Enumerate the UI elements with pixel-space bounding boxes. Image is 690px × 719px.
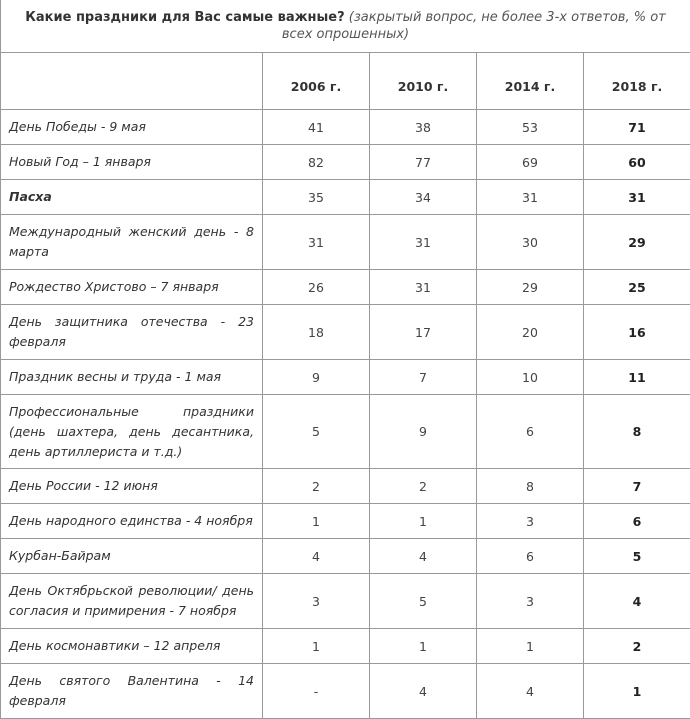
value-cell: 5 <box>370 574 477 629</box>
value-cell: 29 <box>584 215 690 270</box>
holiday-label: Международный женский день - 8 марта <box>1 215 263 270</box>
value-cell: 6 <box>584 504 690 539</box>
value-cell: 2 <box>263 469 370 504</box>
holiday-label: День России - 12 июня <box>1 469 263 504</box>
value-cell: 16 <box>584 305 690 360</box>
value-cell: 53 <box>477 110 584 145</box>
value-cell: 3 <box>477 504 584 539</box>
value-cell: 20 <box>477 305 584 360</box>
table-row <box>1 180 690 215</box>
value-cell: 2 <box>370 469 477 504</box>
value-cell: 31 <box>584 180 690 215</box>
value-cell: 1 <box>263 504 370 539</box>
holiday-label: Праздник весны и труда - 1 мая <box>1 360 263 395</box>
value-cell: 9 <box>263 360 370 395</box>
value-cell: 10 <box>477 360 584 395</box>
value-cell: 3 <box>477 574 584 629</box>
value-cell: 38 <box>370 110 477 145</box>
value-cell: 7 <box>370 360 477 395</box>
table-row <box>1 395 690 469</box>
value-cell: 25 <box>584 270 690 305</box>
table-body <box>1 110 690 719</box>
value-cell: 31 <box>477 180 584 215</box>
header-empty-cell <box>1 53 263 110</box>
value-cell: 6 <box>477 539 584 574</box>
table-row <box>1 629 690 664</box>
value-cell: 31 <box>263 215 370 270</box>
value-cell: 31 <box>370 270 477 305</box>
header-year-2006: 2006 г. <box>263 53 370 110</box>
value-cell: 82 <box>263 145 370 180</box>
header-year-2010: 2010 г. <box>370 53 477 110</box>
value-cell: 4 <box>370 539 477 574</box>
table-title <box>1 0 690 53</box>
value-cell: 5 <box>263 395 370 469</box>
value-cell: 1 <box>263 629 370 664</box>
value-cell: 29 <box>477 270 584 305</box>
header-row <box>1 53 690 110</box>
holiday-label: День космонавтики – 12 апреля <box>1 629 263 664</box>
holiday-label: День святого Валентина - 14 февраля <box>1 664 263 719</box>
title-note: (закрытый вопрос, не более 3-х ответов, % от всех опрошенных) <box>282 10 666 42</box>
value-cell: - <box>263 664 370 719</box>
holiday-label: Профессиональные праздники (день шахтера, день десантника, день артиллериста и т.д.) <box>1 395 263 469</box>
table-row <box>1 574 690 629</box>
value-cell: 4 <box>477 664 584 719</box>
title-row <box>1 0 690 53</box>
table-row <box>1 305 690 360</box>
holiday-label: День Октябрьской революции/ день согласия и примирения - 7 ноября <box>1 574 263 629</box>
value-cell: 69 <box>477 145 584 180</box>
value-cell: 26 <box>263 270 370 305</box>
holiday-label: Рождество Христово – 7 января <box>1 270 263 305</box>
table-row <box>1 504 690 539</box>
value-cell: 8 <box>477 469 584 504</box>
value-cell: 3 <box>263 574 370 629</box>
table-row <box>1 360 690 395</box>
value-cell: 35 <box>263 180 370 215</box>
value-cell: 4 <box>370 664 477 719</box>
value-cell: 4 <box>584 574 690 629</box>
title-question: Какие праздники для Вас самые важные? <box>25 10 344 25</box>
value-cell: 8 <box>584 395 690 469</box>
table-row <box>1 215 690 270</box>
header-year-2014: 2014 г. <box>477 53 584 110</box>
holiday-label: День народного единства - 4 ноября <box>1 504 263 539</box>
value-cell: 9 <box>370 395 477 469</box>
value-cell: 34 <box>370 180 477 215</box>
table-row <box>1 539 690 574</box>
value-cell: 6 <box>477 395 584 469</box>
holiday-label: Курбан-Байрам <box>1 539 263 574</box>
value-cell: 60 <box>584 145 690 180</box>
value-cell: 17 <box>370 305 477 360</box>
value-cell: 4 <box>263 539 370 574</box>
table-row <box>1 270 690 305</box>
header-year-2018: 2018 г. <box>584 53 690 110</box>
value-cell: 1 <box>370 629 477 664</box>
value-cell: 5 <box>584 539 690 574</box>
holiday-label: День Победы - 9 мая <box>1 110 263 145</box>
table-row <box>1 664 690 719</box>
value-cell: 1 <box>584 664 690 719</box>
value-cell: 1 <box>477 629 584 664</box>
value-cell: 11 <box>584 360 690 395</box>
value-cell: 7 <box>584 469 690 504</box>
value-cell: 41 <box>263 110 370 145</box>
table-row <box>1 145 690 180</box>
holiday-label: День защитника отечества - 23 февраля <box>1 305 263 360</box>
value-cell: 1 <box>370 504 477 539</box>
value-cell: 77 <box>370 145 477 180</box>
value-cell: 2 <box>584 629 690 664</box>
table-row <box>1 469 690 504</box>
value-cell: 18 <box>263 305 370 360</box>
value-cell: 71 <box>584 110 690 145</box>
value-cell: 31 <box>370 215 477 270</box>
table-row <box>1 110 690 145</box>
value-cell: 30 <box>477 215 584 270</box>
holiday-label: Новый Год – 1 января <box>1 145 263 180</box>
holiday-label: Пасха <box>1 180 263 215</box>
